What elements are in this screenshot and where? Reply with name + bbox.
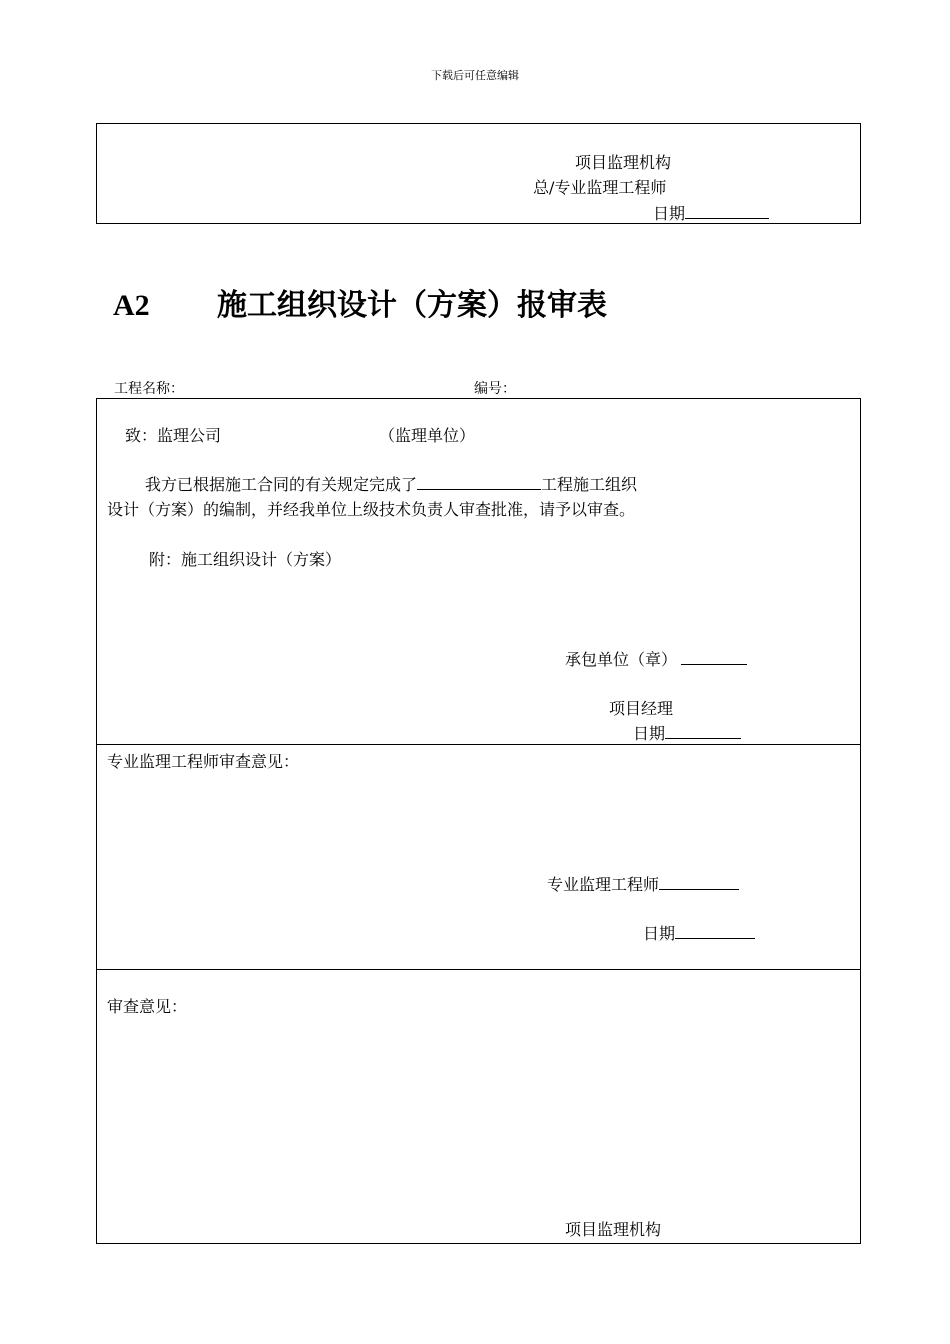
addressee-label: 致：监理公司	[125, 426, 222, 445]
submission-body-line2: 设计（方案）的编制，并经我单位上级技术负责人审查批准，请予以审查。	[107, 500, 636, 519]
attachment-label: 附：施工组织设计（方案）	[149, 550, 342, 569]
serial-number-label: 编号：	[474, 381, 516, 397]
page-header-note: 下载后可任意编辑	[431, 69, 519, 82]
contractor-date-label: 日期	[633, 724, 666, 743]
form-title-text: 施工组织设计（方案）报审表	[217, 288, 607, 323]
body-line1-end: 工程施工组织	[541, 475, 638, 494]
form-code: A2	[113, 289, 150, 322]
review-org-label: 项目监理机构	[565, 1220, 662, 1239]
chief-engineer-label: 总/专业监理工程师	[533, 178, 667, 197]
top-date-field[interactable]	[653, 201, 769, 224]
review-opinion-heading: 审查意见：	[107, 997, 188, 1016]
supervision-unit-label: （监理单位）	[379, 426, 476, 445]
project-manager-label: 项目经理	[609, 699, 674, 718]
project-name-label: 工程名称：	[114, 381, 184, 397]
specialist-date-label: 日期	[643, 924, 676, 943]
section-divider-2	[97, 969, 860, 970]
specialist-engineer-blank[interactable]	[659, 888, 739, 890]
contractor-seal-blank[interactable]	[681, 663, 747, 665]
main-form-box	[96, 398, 861, 1244]
top-date-label: 日期	[653, 204, 686, 223]
contractor-seal-field[interactable]	[565, 647, 747, 670]
specialist-engineer-label: 专业监理工程师	[547, 875, 660, 894]
section-divider-1	[97, 744, 860, 745]
contractor-seal-label: 承包单位（章）	[565, 650, 678, 669]
specialist-date-field[interactable]	[643, 921, 755, 944]
contractor-date-field[interactable]	[633, 721, 741, 744]
submission-body-line1	[145, 472, 637, 495]
top-signature-box	[96, 123, 861, 224]
project-name-blank[interactable]	[417, 488, 541, 490]
contractor-date-blank[interactable]	[665, 737, 741, 739]
specialist-date-blank[interactable]	[675, 937, 755, 939]
top-date-blank[interactable]	[685, 217, 769, 219]
body-line1-start: 我方已根据施工合同的有关规定完成了	[145, 475, 418, 494]
specialist-review-heading: 专业监理工程师审查意见：	[107, 752, 300, 771]
form-title	[113, 280, 607, 324]
supervision-org-label: 项目监理机构	[575, 153, 672, 172]
specialist-engineer-field[interactable]	[547, 872, 739, 895]
